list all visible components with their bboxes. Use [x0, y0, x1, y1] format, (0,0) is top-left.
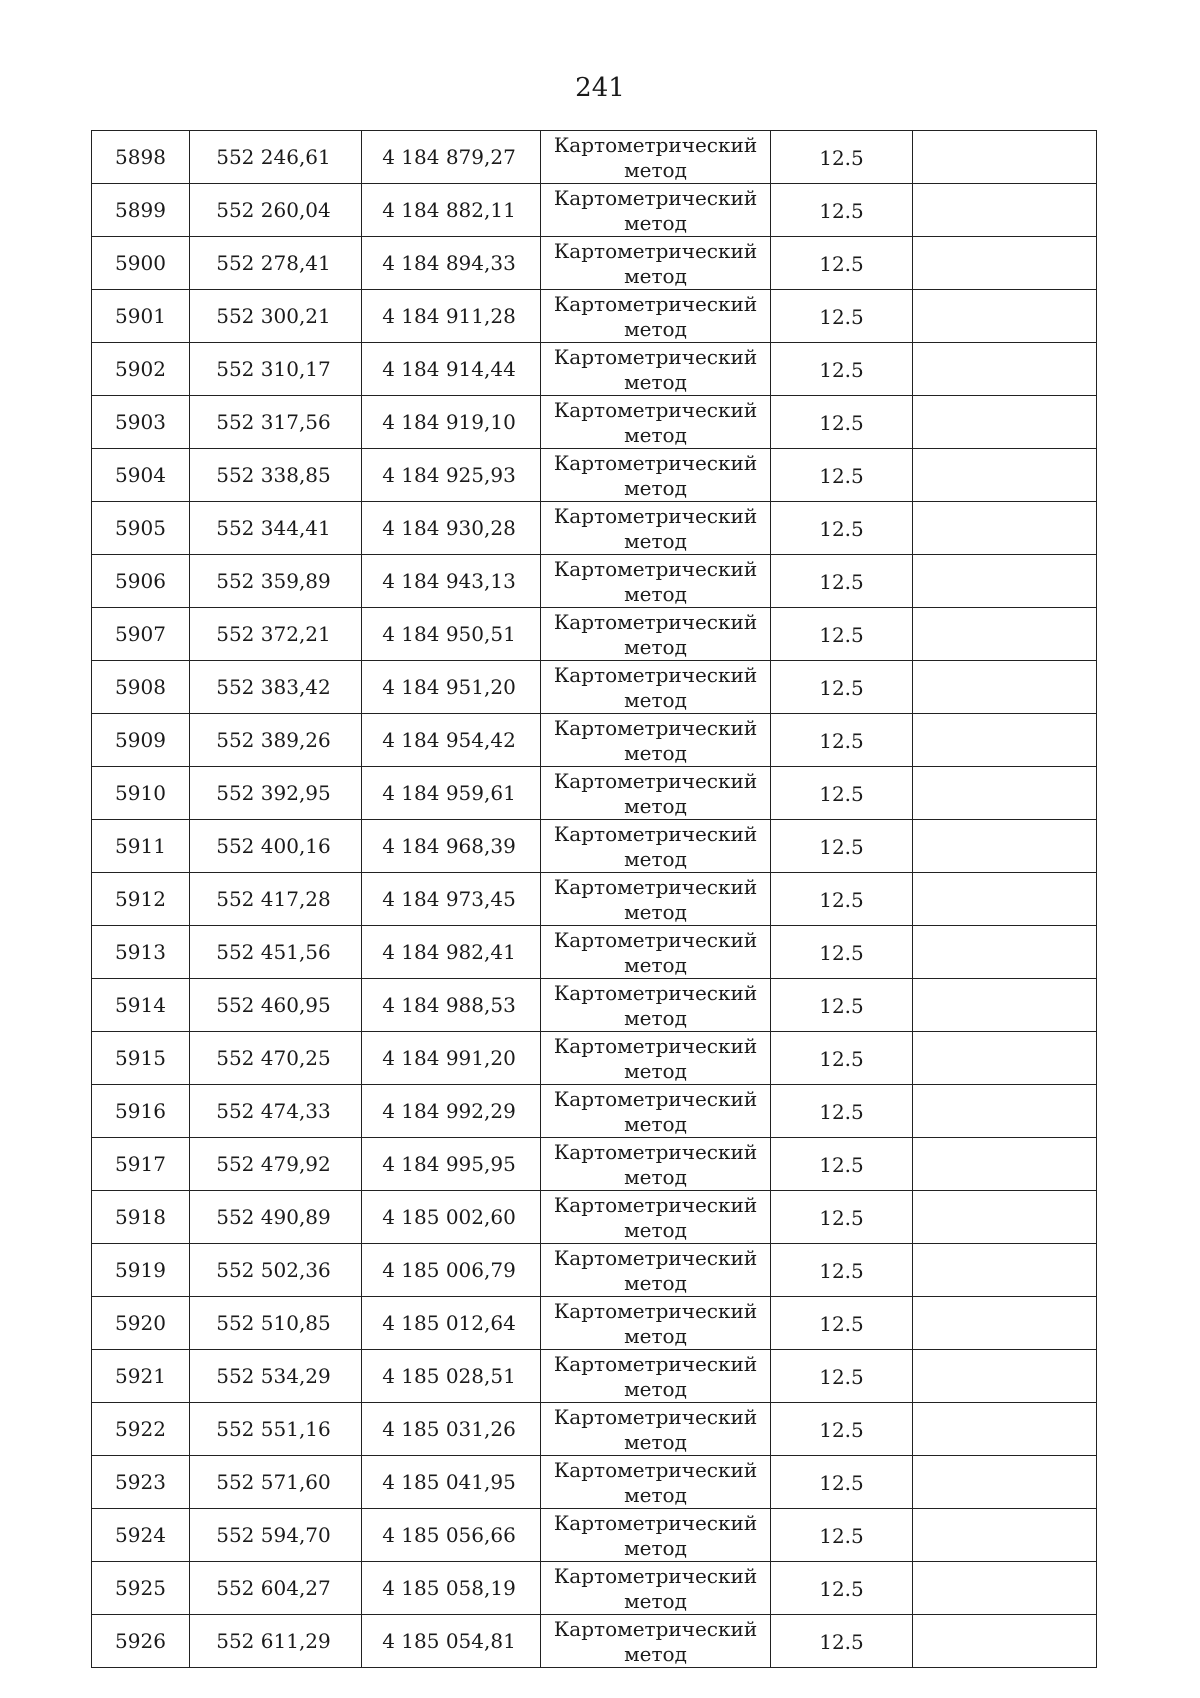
accuracy-cell: 12.5	[771, 343, 913, 396]
note-cell	[913, 502, 1097, 555]
accuracy-cell: 12.5	[771, 555, 913, 608]
note-cell	[913, 714, 1097, 767]
table-row	[92, 131, 1097, 184]
accuracy-cell: 12.5	[771, 926, 913, 979]
accuracy-cell: 12.5	[771, 1350, 913, 1403]
accuracy-cell: 12.5	[771, 820, 913, 873]
x-coordinate-cell: 552 278,41	[190, 237, 362, 290]
y-coordinate-cell: 4 184 950,51	[362, 608, 541, 661]
method-line-1: Картометрический	[553, 1352, 758, 1376]
method-line-1: Картометрический	[553, 186, 758, 210]
note-cell	[913, 1138, 1097, 1191]
y-coordinate-cell: 4 185 028,51	[362, 1350, 541, 1403]
x-coordinate-cell: 552 359,89	[190, 555, 362, 608]
method-line-2: метод	[624, 1271, 687, 1295]
x-coordinate-cell: 552 479,92	[190, 1138, 362, 1191]
note-cell	[913, 1509, 1097, 1562]
method-line-1: Картометрический	[553, 928, 758, 952]
y-coordinate-cell: 4 185 002,60	[362, 1191, 541, 1244]
point-number-cell: 5909	[92, 714, 190, 767]
accuracy-cell: 12.5	[771, 1085, 913, 1138]
note-cell	[913, 767, 1097, 820]
accuracy-cell: 12.5	[771, 1297, 913, 1350]
note-cell	[913, 1032, 1097, 1085]
point-number-cell: 5903	[92, 396, 190, 449]
method-line-1: Картометрический	[553, 1617, 758, 1641]
x-coordinate-cell: 552 310,17	[190, 343, 362, 396]
accuracy-cell: 12.5	[771, 979, 913, 1032]
accuracy-cell: 12.5	[771, 661, 913, 714]
x-coordinate-cell: 552 400,16	[190, 820, 362, 873]
method-line-2: метод	[624, 1112, 687, 1136]
point-number-cell: 5922	[92, 1403, 190, 1456]
y-coordinate-cell: 4 184 982,41	[362, 926, 541, 979]
y-coordinate-cell: 4 184 992,29	[362, 1085, 541, 1138]
method-line-2: метод	[624, 158, 687, 182]
note-cell	[913, 1085, 1097, 1138]
x-coordinate-cell: 552 338,85	[190, 449, 362, 502]
table-row	[92, 608, 1097, 661]
table-row	[92, 502, 1097, 555]
x-coordinate-cell: 552 344,41	[190, 502, 362, 555]
accuracy-cell: 12.5	[771, 1191, 913, 1244]
method-cell	[541, 1509, 771, 1562]
note-cell	[913, 1615, 1097, 1668]
x-coordinate-cell: 552 604,27	[190, 1562, 362, 1615]
x-coordinate-cell: 552 611,29	[190, 1615, 362, 1668]
x-coordinate-cell: 552 389,26	[190, 714, 362, 767]
method-cell	[541, 926, 771, 979]
method-line-1: Картометрический	[553, 875, 758, 899]
note-cell	[913, 608, 1097, 661]
table-row	[92, 290, 1097, 343]
x-coordinate-cell: 552 594,70	[190, 1509, 362, 1562]
accuracy-cell: 12.5	[771, 290, 913, 343]
method-line-2: метод	[624, 1059, 687, 1083]
method-cell	[541, 714, 771, 767]
point-number-cell: 5923	[92, 1456, 190, 1509]
point-number-cell: 5926	[92, 1615, 190, 1668]
note-cell	[913, 343, 1097, 396]
method-line-2: метод	[624, 1324, 687, 1348]
method-line-2: метод	[624, 1589, 687, 1613]
method-line-2: метод	[624, 635, 687, 659]
method-line-1: Картометрический	[553, 292, 758, 316]
y-coordinate-cell: 4 184 925,93	[362, 449, 541, 502]
method-line-2: метод	[624, 741, 687, 765]
x-coordinate-cell: 552 260,04	[190, 184, 362, 237]
y-coordinate-cell: 4 184 968,39	[362, 820, 541, 873]
point-number-cell: 5907	[92, 608, 190, 661]
method-line-2: метод	[624, 317, 687, 341]
accuracy-cell: 12.5	[771, 131, 913, 184]
table-row	[92, 873, 1097, 926]
y-coordinate-cell: 4 185 054,81	[362, 1615, 541, 1668]
method-line-1: Картометрический	[553, 504, 758, 528]
method-line-2: метод	[624, 529, 687, 553]
point-number-cell: 5908	[92, 661, 190, 714]
page-number: 241	[575, 73, 625, 103]
accuracy-cell: 12.5	[771, 184, 913, 237]
accuracy-cell: 12.5	[771, 396, 913, 449]
point-number-cell: 5919	[92, 1244, 190, 1297]
method-cell	[541, 1191, 771, 1244]
method-cell	[541, 608, 771, 661]
accuracy-cell: 12.5	[771, 1456, 913, 1509]
note-cell	[913, 555, 1097, 608]
method-line-2: метод	[624, 900, 687, 924]
method-line-1: Картометрический	[553, 610, 758, 634]
method-line-1: Картометрический	[553, 1140, 758, 1164]
method-cell	[541, 555, 771, 608]
method-line-1: Картометрический	[553, 1511, 758, 1535]
accuracy-cell: 12.5	[771, 237, 913, 290]
accuracy-cell: 12.5	[771, 1562, 913, 1615]
method-line-1: Картометрический	[553, 1087, 758, 1111]
point-number-cell: 5902	[92, 343, 190, 396]
method-cell	[541, 1562, 771, 1615]
accuracy-cell: 12.5	[771, 767, 913, 820]
point-number-cell: 5904	[92, 449, 190, 502]
method-cell	[541, 1032, 771, 1085]
note-cell	[913, 979, 1097, 1032]
table-row	[92, 449, 1097, 502]
table-row	[92, 767, 1097, 820]
note-cell	[913, 184, 1097, 237]
method-line-1: Картометрический	[553, 557, 758, 581]
point-number-cell: 5916	[92, 1085, 190, 1138]
table-row	[92, 714, 1097, 767]
y-coordinate-cell: 4 185 056,66	[362, 1509, 541, 1562]
method-line-2: метод	[624, 423, 687, 447]
table-row	[92, 1456, 1097, 1509]
table-row	[92, 237, 1097, 290]
method-cell	[541, 237, 771, 290]
method-cell	[541, 290, 771, 343]
method-cell	[541, 873, 771, 926]
method-cell	[541, 1615, 771, 1668]
method-cell	[541, 1138, 771, 1191]
x-coordinate-cell: 552 392,95	[190, 767, 362, 820]
y-coordinate-cell: 4 184 919,10	[362, 396, 541, 449]
x-coordinate-cell: 552 490,89	[190, 1191, 362, 1244]
x-coordinate-cell: 552 534,29	[190, 1350, 362, 1403]
note-cell	[913, 873, 1097, 926]
note-cell	[913, 926, 1097, 979]
x-coordinate-cell: 552 502,36	[190, 1244, 362, 1297]
table-row	[92, 1297, 1097, 1350]
point-number-cell: 5914	[92, 979, 190, 1032]
method-line-2: метод	[624, 794, 687, 818]
table-row	[92, 1032, 1097, 1085]
method-line-2: метод	[624, 264, 687, 288]
method-cell	[541, 820, 771, 873]
accuracy-cell: 12.5	[771, 1032, 913, 1085]
method-cell	[541, 979, 771, 1032]
method-cell	[541, 1297, 771, 1350]
method-line-1: Картометрический	[553, 716, 758, 740]
y-coordinate-cell: 4 184 911,28	[362, 290, 541, 343]
point-number-cell: 5921	[92, 1350, 190, 1403]
method-line-2: метод	[624, 370, 687, 394]
x-coordinate-cell: 552 451,56	[190, 926, 362, 979]
point-number-cell: 5915	[92, 1032, 190, 1085]
method-line-1: Картометрический	[553, 133, 758, 157]
point-number-cell: 5913	[92, 926, 190, 979]
point-number-cell: 5917	[92, 1138, 190, 1191]
point-number-cell: 5906	[92, 555, 190, 608]
coordinates-table	[91, 130, 1097, 1668]
accuracy-cell: 12.5	[771, 449, 913, 502]
method-cell	[541, 1244, 771, 1297]
table-row	[92, 1191, 1097, 1244]
method-cell	[541, 1350, 771, 1403]
note-cell	[913, 131, 1097, 184]
table-body	[92, 131, 1097, 1668]
method-cell	[541, 396, 771, 449]
x-coordinate-cell: 552 317,56	[190, 396, 362, 449]
method-line-2: метод	[624, 476, 687, 500]
method-line-1: Картометрический	[553, 1458, 758, 1482]
method-line-2: метод	[624, 953, 687, 977]
table-row	[92, 820, 1097, 873]
method-line-2: метод	[624, 582, 687, 606]
method-line-2: метод	[624, 1483, 687, 1507]
accuracy-cell: 12.5	[771, 1138, 913, 1191]
accuracy-cell: 12.5	[771, 608, 913, 661]
accuracy-cell: 12.5	[771, 1403, 913, 1456]
y-coordinate-cell: 4 184 943,13	[362, 555, 541, 608]
table-row	[92, 1244, 1097, 1297]
method-cell	[541, 661, 771, 714]
table-row	[92, 396, 1097, 449]
table-row	[92, 184, 1097, 237]
method-line-1: Картометрический	[553, 1564, 758, 1588]
method-cell	[541, 767, 771, 820]
y-coordinate-cell: 4 184 959,61	[362, 767, 541, 820]
point-number-cell: 5925	[92, 1562, 190, 1615]
method-cell	[541, 184, 771, 237]
x-coordinate-cell: 552 571,60	[190, 1456, 362, 1509]
method-cell	[541, 131, 771, 184]
table-row	[92, 1085, 1097, 1138]
accuracy-cell: 12.5	[771, 873, 913, 926]
y-coordinate-cell: 4 185 058,19	[362, 1562, 541, 1615]
method-line-1: Картометрический	[553, 1405, 758, 1429]
note-cell	[913, 1244, 1097, 1297]
method-line-1: Картометрический	[553, 769, 758, 793]
method-line-2: метод	[624, 1430, 687, 1454]
note-cell	[913, 237, 1097, 290]
method-line-1: Картометрический	[553, 1193, 758, 1217]
method-cell	[541, 1403, 771, 1456]
point-number-cell: 5920	[92, 1297, 190, 1350]
table-row	[92, 343, 1097, 396]
x-coordinate-cell: 552 300,21	[190, 290, 362, 343]
note-cell	[913, 1562, 1097, 1615]
table-row	[92, 661, 1097, 714]
method-cell	[541, 449, 771, 502]
method-cell	[541, 343, 771, 396]
y-coordinate-cell: 4 184 951,20	[362, 661, 541, 714]
y-coordinate-cell: 4 184 914,44	[362, 343, 541, 396]
note-cell	[913, 290, 1097, 343]
method-line-2: метод	[624, 1377, 687, 1401]
method-cell	[541, 1085, 771, 1138]
method-line-2: метод	[624, 1165, 687, 1189]
note-cell	[913, 820, 1097, 873]
y-coordinate-cell: 4 184 894,33	[362, 237, 541, 290]
method-line-1: Картометрический	[553, 239, 758, 263]
accuracy-cell: 12.5	[771, 714, 913, 767]
point-number-cell: 5901	[92, 290, 190, 343]
y-coordinate-cell: 4 184 879,27	[362, 131, 541, 184]
method-line-1: Картометрический	[553, 1034, 758, 1058]
y-coordinate-cell: 4 184 991,20	[362, 1032, 541, 1085]
x-coordinate-cell: 552 474,33	[190, 1085, 362, 1138]
note-cell	[913, 661, 1097, 714]
y-coordinate-cell: 4 184 882,11	[362, 184, 541, 237]
y-coordinate-cell: 4 185 041,95	[362, 1456, 541, 1509]
point-number-cell: 5924	[92, 1509, 190, 1562]
accuracy-cell: 12.5	[771, 1244, 913, 1297]
method-line-1: Картометрический	[553, 451, 758, 475]
note-cell	[913, 1456, 1097, 1509]
table-row	[92, 926, 1097, 979]
y-coordinate-cell: 4 185 012,64	[362, 1297, 541, 1350]
x-coordinate-cell: 552 551,16	[190, 1403, 362, 1456]
x-coordinate-cell: 552 417,28	[190, 873, 362, 926]
x-coordinate-cell: 552 372,21	[190, 608, 362, 661]
note-cell	[913, 1403, 1097, 1456]
method-line-1: Картометрический	[553, 663, 758, 687]
y-coordinate-cell: 4 184 973,45	[362, 873, 541, 926]
method-line-2: метод	[624, 1218, 687, 1242]
note-cell	[913, 1191, 1097, 1244]
method-cell	[541, 502, 771, 555]
method-line-2: метод	[624, 1006, 687, 1030]
table-row	[92, 1615, 1097, 1668]
accuracy-cell: 12.5	[771, 1509, 913, 1562]
table-row	[92, 1562, 1097, 1615]
accuracy-cell: 12.5	[771, 1615, 913, 1668]
x-coordinate-cell: 552 246,61	[190, 131, 362, 184]
y-coordinate-cell: 4 184 954,42	[362, 714, 541, 767]
table-row	[92, 1138, 1097, 1191]
method-line-1: Картометрический	[553, 1246, 758, 1270]
method-line-2: метод	[624, 847, 687, 871]
point-number-cell: 5910	[92, 767, 190, 820]
point-number-cell: 5912	[92, 873, 190, 926]
note-cell	[913, 1297, 1097, 1350]
method-line-2: метод	[624, 211, 687, 235]
point-number-cell: 5899	[92, 184, 190, 237]
point-number-cell: 5918	[92, 1191, 190, 1244]
method-cell	[541, 1456, 771, 1509]
method-line-1: Картометрический	[553, 345, 758, 369]
method-line-1: Картометрический	[553, 398, 758, 422]
point-number-cell: 5911	[92, 820, 190, 873]
table-row	[92, 1350, 1097, 1403]
x-coordinate-cell: 552 510,85	[190, 1297, 362, 1350]
note-cell	[913, 396, 1097, 449]
table-row	[92, 555, 1097, 608]
table-row	[92, 1509, 1097, 1562]
point-number-cell: 5905	[92, 502, 190, 555]
x-coordinate-cell: 552 470,25	[190, 1032, 362, 1085]
table-row	[92, 979, 1097, 1032]
y-coordinate-cell: 4 184 930,28	[362, 502, 541, 555]
y-coordinate-cell: 4 185 031,26	[362, 1403, 541, 1456]
note-cell	[913, 1350, 1097, 1403]
method-line-1: Картометрический	[553, 822, 758, 846]
method-line-2: метод	[624, 1536, 687, 1560]
y-coordinate-cell: 4 185 006,79	[362, 1244, 541, 1297]
note-cell	[913, 449, 1097, 502]
method-line-1: Картометрический	[553, 1299, 758, 1323]
y-coordinate-cell: 4 184 988,53	[362, 979, 541, 1032]
point-number-cell: 5900	[92, 237, 190, 290]
method-line-2: метод	[624, 688, 687, 712]
table-row	[92, 1403, 1097, 1456]
method-line-2: метод	[624, 1642, 687, 1666]
y-coordinate-cell: 4 184 995,95	[362, 1138, 541, 1191]
accuracy-cell: 12.5	[771, 502, 913, 555]
x-coordinate-cell: 552 383,42	[190, 661, 362, 714]
method-line-1: Картометрический	[553, 981, 758, 1005]
x-coordinate-cell: 552 460,95	[190, 979, 362, 1032]
point-number-cell: 5898	[92, 131, 190, 184]
